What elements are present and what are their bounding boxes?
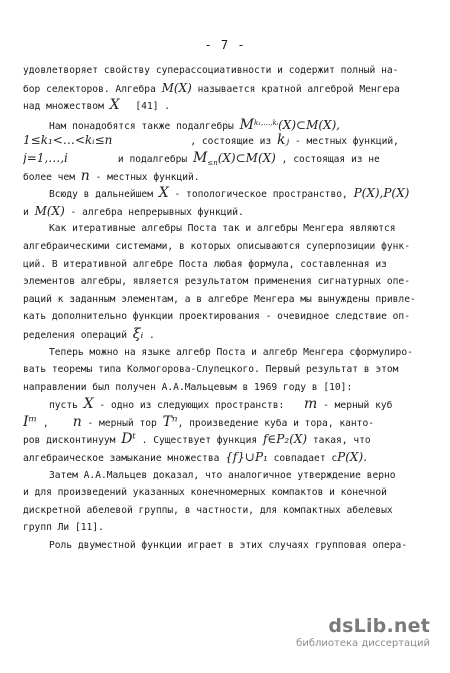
text-line [23, 519, 433, 537]
math-subset: (X)⊂M(X) [217, 150, 276, 165]
math-PX: P(X),P(X) [353, 186, 410, 201]
text-line [23, 379, 433, 397]
line-text: над множеством [23, 101, 104, 113]
math-Im: Iᵐ [23, 413, 38, 430]
math-cond2: j=1,…,i [23, 150, 68, 165]
line-text: Нам понадобятся также подалгебры [49, 120, 234, 132]
line-text: алгебраическое замыкание множества [23, 453, 220, 465]
line-text: раций к заданным элементам, а в алгебре Менгера мы вынуждены привле- [23, 293, 416, 305]
math-X: X [109, 97, 120, 114]
line-text: удовлетворяет свойству суперассоциативности и содержит полный на- [23, 65, 399, 76]
math-k-super: k₁,…,kᵢ [253, 118, 279, 127]
line-text: ций. В итеративной алгебре Поста любая формула, составленная из [23, 258, 387, 270]
math-m: m [304, 396, 318, 413]
line-text: совпадает с [273, 453, 338, 465]
line-text: такая, что [312, 435, 371, 447]
line-text: и подалгебры [117, 153, 188, 165]
text-line [23, 467, 433, 485]
line-text: элементов алгебры, является результатом применения сигнатурных опе- [23, 276, 410, 288]
line-text: и [23, 206, 29, 218]
text-line [23, 273, 433, 291]
math-Dtau: Dᵗ [121, 431, 136, 448]
math-X: X [158, 185, 169, 202]
line-text: ров дисконтинуум [23, 435, 116, 447]
line-text: , состоящая из не [281, 153, 380, 165]
line-text: - местных функций, [294, 136, 399, 148]
text-line [23, 150, 433, 168]
text-line [23, 431, 433, 449]
watermark [280, 615, 430, 649]
line-text: Всюду в дальнейшем [49, 189, 153, 201]
watermark-logo: dsLib.net [328, 615, 430, 637]
line-text: - мерный тор [87, 417, 157, 429]
text-line: Iᵐ , n - мерный тор Tⁿ, произведение куба и тора, канто- [23, 413, 374, 430]
text-line [23, 484, 433, 502]
text-line [23, 168, 433, 186]
math-subset: (X)⊂M(X), [278, 117, 341, 132]
line-text: Как итеративные алгебры Поста так и алгебры Менгера являются [49, 223, 396, 235]
math-M-k: M [239, 116, 254, 133]
line-text: . Существует функция [141, 435, 258, 447]
line-text: Затем А.А.Мальцев доказал, что аналогичное утверждение верно [49, 469, 396, 481]
text-line [23, 361, 433, 379]
line-text: кать дополнительно функции проектирования - очевидное следствие оп- [23, 311, 410, 323]
page-number: - 7 - [204, 38, 246, 52]
text-line [23, 256, 433, 274]
line-text: дискретной абелевой группы, в частности, для компактных абелевых [23, 504, 393, 516]
math-M-of-X: M(X) [34, 203, 65, 218]
math-f-in-P2: f∈P₂(X) [262, 432, 308, 447]
line-text: направлении был получен А.А.Мальцевым в 1969 году в [10]: [23, 381, 353, 393]
text-line [23, 97, 433, 115]
text-line [23, 115, 433, 133]
math-f-union-P1: {f}∪P₁ [225, 450, 268, 465]
line-text: и для произведений указанных конечномерных компактов и конечной [23, 487, 387, 499]
text-line: ределения операций ξᵢ . [23, 325, 155, 342]
body-text [23, 62, 433, 555]
math-n: n [80, 167, 90, 184]
line-text: ределения операций [23, 329, 127, 341]
math-X: X [83, 396, 94, 413]
text-line [23, 238, 433, 256]
text-line [23, 62, 433, 80]
line-text: называется кратной алгеброй Менгера [197, 83, 400, 95]
line-text: более чем [23, 171, 75, 183]
line-text: - мерный куб [323, 400, 393, 412]
line-text: , произведение куба и тора, канто- [177, 417, 374, 429]
text-line [23, 80, 433, 98]
math-PX-end: P(X). [337, 450, 367, 465]
math-cond1: 1≤k₁<…<kᵢ≤n [23, 133, 113, 148]
text-line [23, 502, 433, 520]
text-line [23, 132, 433, 150]
math-M-le-n: M [192, 149, 208, 166]
line-text: вать теоремы типа Колмогорова-Слупецкого. Первый результат в этом [23, 364, 399, 376]
math-le-n: ≤n [207, 158, 218, 167]
line-text: бор селекторов. Алгебра [23, 83, 156, 95]
line-text: - одно из следующих пространств: [99, 400, 285, 412]
text-line [23, 537, 433, 555]
math-kj: kⱼ [277, 132, 290, 149]
citation: [41] . [135, 101, 171, 113]
watermark-subtitle: библиотека диссертаций [296, 638, 430, 649]
line-text: алгебраическими системами, в которых описываются суперпозиции функ- [23, 240, 410, 252]
line-text: - топологическое пространство, [174, 189, 348, 201]
line-text: - местных функций. [95, 171, 200, 183]
line-text: , состоящие из [190, 136, 272, 148]
line-text: Теперь можно на языке алгебр Поста и алгебр Менгера сформулиро- [49, 346, 413, 358]
text-line [23, 203, 433, 221]
text-line [23, 220, 433, 238]
math-n: n [72, 413, 82, 430]
text-line [23, 185, 433, 203]
line-text: - алгебра непрерывных функций. [70, 206, 244, 218]
line-text: Роль двуместной функции играет в этих случаях групповая опера- [49, 540, 408, 552]
text-line [23, 396, 433, 414]
line-text: пусть [49, 400, 78, 412]
text-line [23, 291, 433, 309]
text-line [23, 344, 433, 362]
math-xi: ξᵢ [132, 325, 144, 342]
math-M-of-X: M(X) [161, 80, 192, 95]
line-text: групп Ли [11]. [23, 522, 104, 534]
text-line [23, 449, 433, 467]
text-line [23, 308, 433, 326]
math-Tn: Tⁿ [162, 413, 178, 430]
